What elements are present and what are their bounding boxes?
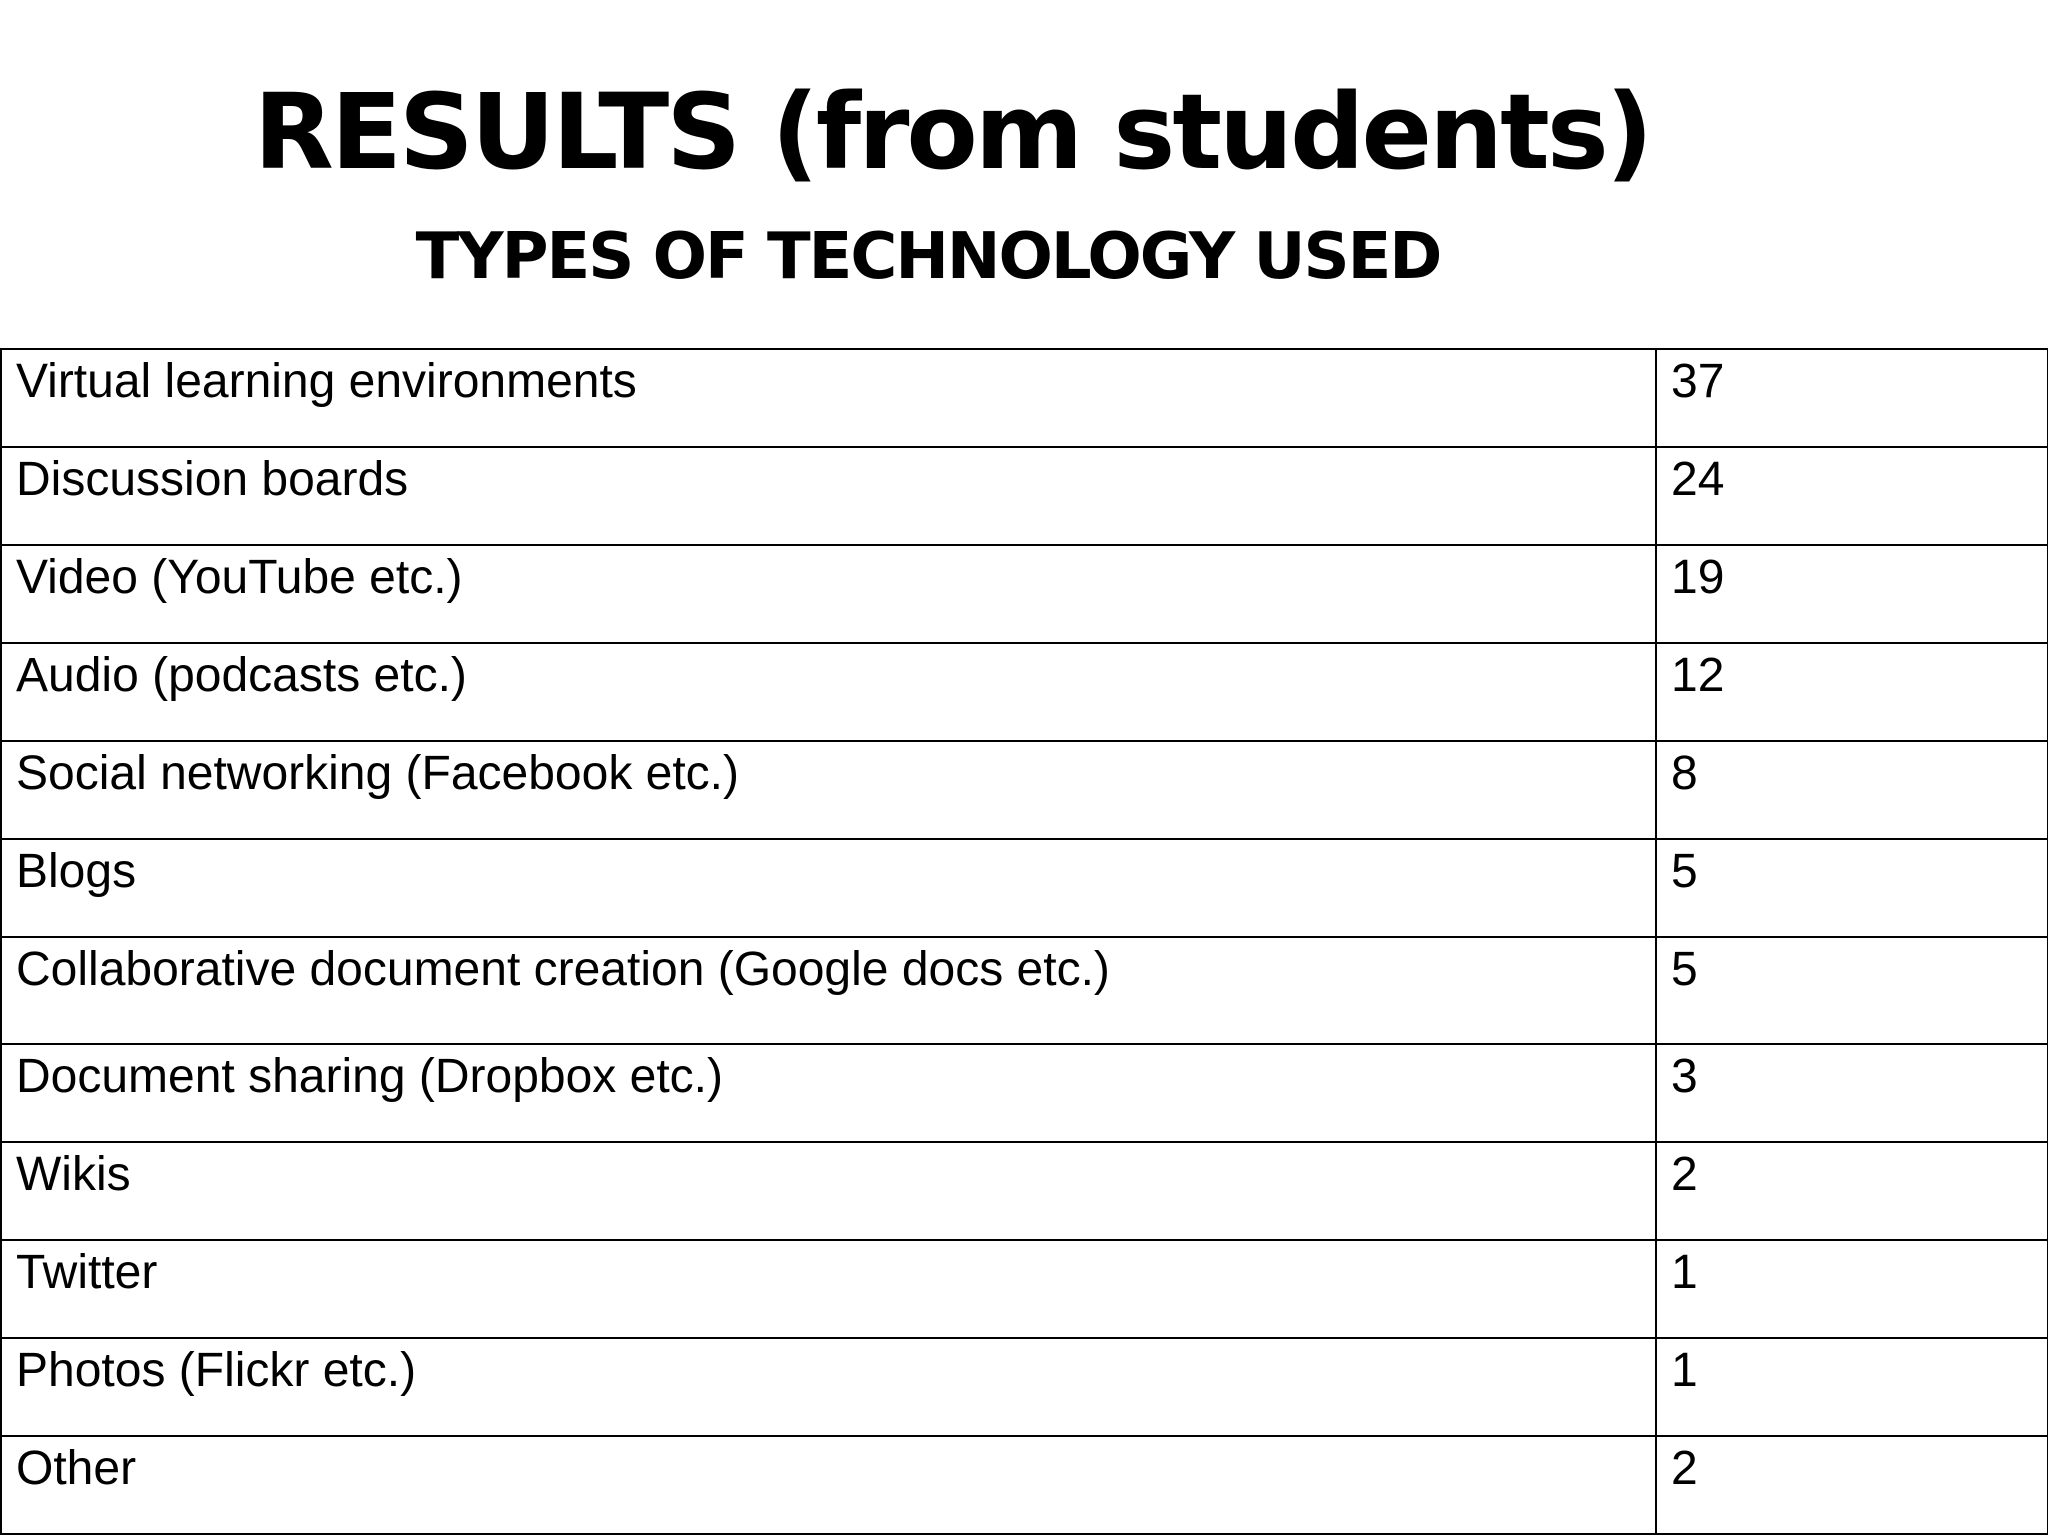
table-row	[1, 1436, 2048, 1534]
technology-type-cell: Virtual learning environments	[1, 349, 1656, 447]
table-row	[1, 447, 2048, 545]
technology-count-cell: 19	[1656, 545, 2048, 643]
table-row	[1, 349, 2048, 447]
table-row	[1, 1142, 2048, 1240]
technology-type-cell: Discussion boards	[1, 447, 1656, 545]
slide-title: RESULTS (from students)	[253, 71, 1651, 193]
technology-count-cell: 3	[1656, 1044, 2048, 1142]
technology-type-cell: Wikis	[1, 1142, 1656, 1240]
technology-count-cell: 5	[1656, 839, 2048, 937]
technology-type-cell: Audio (podcasts etc.)	[1, 643, 1656, 741]
technology-type-cell: Social networking (Facebook etc.)	[1, 741, 1656, 839]
technology-count-cell: 5	[1656, 937, 2048, 1044]
technology-count-cell: 1	[1656, 1338, 2048, 1436]
table-row	[1, 1338, 2048, 1436]
technology-type-cell: Collaborative document creation (Google docs etc.)	[1, 937, 1656, 1044]
technology-type-cell: Other	[1, 1436, 1656, 1534]
technology-count-cell: 2	[1656, 1142, 2048, 1240]
table-row	[1, 643, 2048, 741]
technology-count-cell: 12	[1656, 643, 2048, 741]
technology-results-table	[0, 348, 2048, 1535]
technology-type-cell: Blogs	[1, 839, 1656, 937]
technology-type-cell: Video (YouTube etc.)	[1, 545, 1656, 643]
technology-count-cell: 24	[1656, 447, 2048, 545]
technology-count-cell: 2	[1656, 1436, 2048, 1534]
technology-count-cell: 8	[1656, 741, 2048, 839]
table-row	[1, 741, 2048, 839]
technology-type-cell: Document sharing (Dropbox etc.)	[1, 1044, 1656, 1142]
table-row	[1, 937, 2048, 1044]
table-row	[1, 839, 2048, 937]
table-row	[1, 545, 2048, 643]
slide-subtitle: TYPES OF TECHNOLOGY USED	[415, 220, 1441, 294]
technology-count-cell: 1	[1656, 1240, 2048, 1338]
table-row	[1, 1240, 2048, 1338]
table-row	[1, 1044, 2048, 1142]
technology-type-cell: Photos (Flickr etc.)	[1, 1338, 1656, 1436]
technology-count-cell: 37	[1656, 349, 2048, 447]
technology-type-cell: Twitter	[1, 1240, 1656, 1338]
